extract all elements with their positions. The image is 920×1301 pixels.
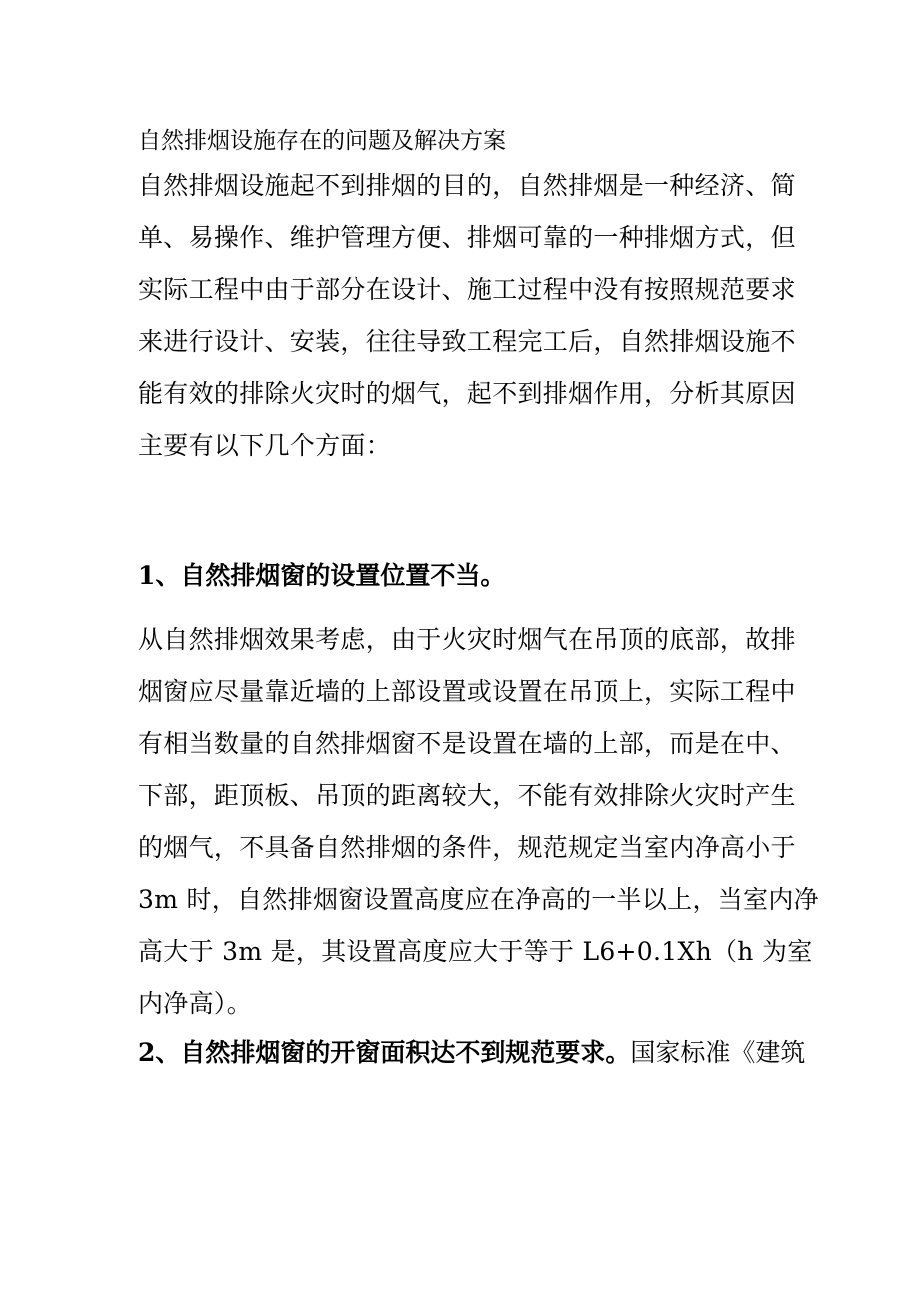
section-1-line: 下部，距顶板、吊顶的距离较大，不能有效排除火灾时产生 [138, 781, 796, 810]
intro-line: 自然排烟设施起不到排烟的目的，自然排烟是一种经济、简 [138, 171, 796, 200]
section-2-heading-bold: 2、自然排烟窗的开窗面积达不到规范要求。 [138, 1038, 631, 1067]
section-1-line: 烟窗应尽量靠近墙的上部设置或设置在吊顶上，实际工程中 [138, 677, 796, 706]
intro-paragraph [138, 160, 796, 472]
intro-line: 单、易操作、维护管理方便、排烟可靠的一种排烟方式，但 [138, 223, 796, 252]
section-1-line: 的烟气，不具备自然排烟的条件，规范规定当室内净高小于 [138, 833, 796, 862]
section-1-line: 有相当数量的自然排烟窗不是设置在墙的上部，而是在中、 [138, 729, 796, 758]
section-1-line: 高大于 3m 是，其设置高度应大于等于 L6+0.1Xh（h 为室 [138, 937, 813, 966]
intro-line: 能有效的排除火灾时的烟气，起不到排烟作用，分析其原因 [138, 379, 796, 408]
section-2-heading-rest: 国家标准《建筑 [630, 1038, 806, 1067]
intro-line: 来进行设计、安装，往往导致工程完工后，自然排烟设施不 [138, 327, 796, 356]
section-2-heading [138, 1035, 806, 1071]
document-title: 自然排烟设施存在的问题及解决方案 [138, 128, 506, 154]
section-1-heading: 1、自然排烟窗的设置位置不当。 [138, 561, 506, 590]
section-1-line: 3m 时，自然排烟窗设置高度应在净高的一半以上，当室内净 [138, 885, 819, 914]
intro-line: 实际工程中由于部分在设计、施工过程中没有按照规范要求 [138, 275, 796, 304]
section-1-line: 内净高）。 [138, 989, 253, 1018]
section-1-line: 从自然排烟效果考虑，由于火灾时烟气在吊顶的底部，故排 [138, 625, 796, 654]
section-1-paragraph [138, 614, 819, 1030]
intro-line: 主要有以下几个方面： [138, 431, 392, 460]
